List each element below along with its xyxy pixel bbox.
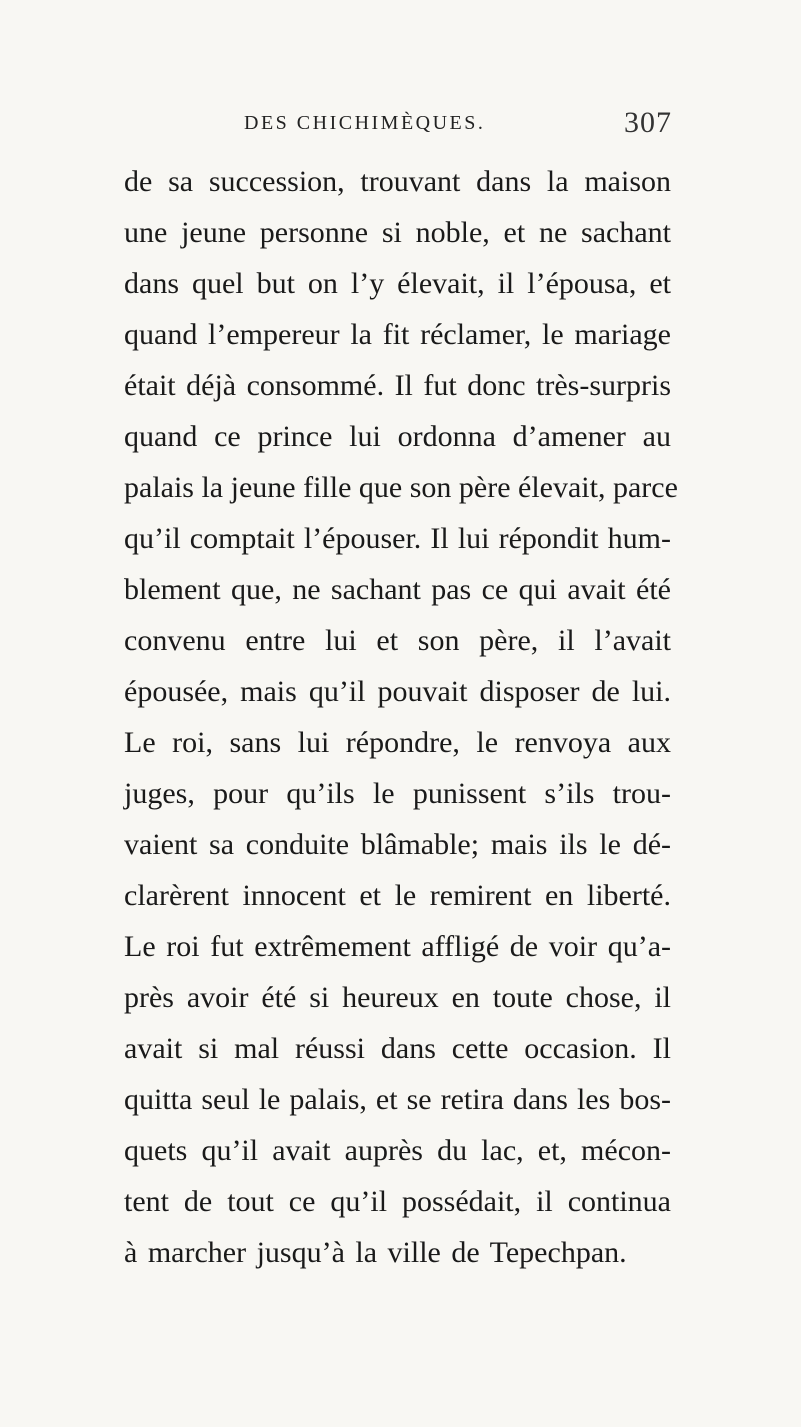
text-line: quitta seul le palais, et se retira dans les bos- xyxy=(124,1083,671,1116)
text-line: Le roi fut extrêmement affligé de voir qu’a- xyxy=(124,930,671,963)
text-line: près avoir été si heureux en toute chose, il xyxy=(124,981,671,1014)
text-line: Le roi, sans lui répondre, le renvoya aux xyxy=(124,726,671,759)
text-line: dans quel but on l’y élevait, il l’épousa, et xyxy=(124,267,671,300)
text-line: palais la jeune fille que son père élevait, parce xyxy=(124,471,678,504)
text-line: était déjà consommé. Il fut donc très-surpris xyxy=(124,369,671,402)
text-line: une jeune personne si noble, et ne sachant xyxy=(124,216,671,249)
page-number: 307 xyxy=(624,106,672,139)
text-line: tent de tout ce qu’il possédait, il continua xyxy=(124,1185,671,1218)
text-line: vaient sa conduite blâmable; mais ils le dé- xyxy=(124,828,671,861)
text-line: convenu entre lui et son père, il l’avait xyxy=(124,624,671,657)
text-line: avait si mal réussi dans cette occasion. Il xyxy=(124,1032,671,1065)
text-line: à marcher jusqu’à la ville de Tepechpan. xyxy=(124,1236,627,1269)
text-line: de sa succession, trouvant dans la maison xyxy=(124,165,671,198)
body-text xyxy=(124,156,678,1278)
text-line: quets qu’il avait auprès du lac, et, mécon- xyxy=(124,1134,671,1167)
text-line: qu’il comptait l’épouser. Il lui répondit hum- xyxy=(124,522,671,555)
running-header xyxy=(122,106,672,148)
text-line: juges, pour qu’ils le punissent s’ils trou- xyxy=(124,777,671,810)
text-line: quand l’empereur la fit réclamer, le mariage xyxy=(124,318,671,351)
text-line: quand ce prince lui ordonna d’amener au xyxy=(124,420,671,453)
running-title: DES CHICHIMÈQUES. xyxy=(244,112,486,134)
text-line: épousée, mais qu’il pouvait disposer de lui. xyxy=(124,675,671,708)
text-line: clarèrent innocent et le remirent en liberté. xyxy=(124,879,671,912)
text-line: blement que, ne sachant pas ce qui avait été xyxy=(124,573,671,606)
